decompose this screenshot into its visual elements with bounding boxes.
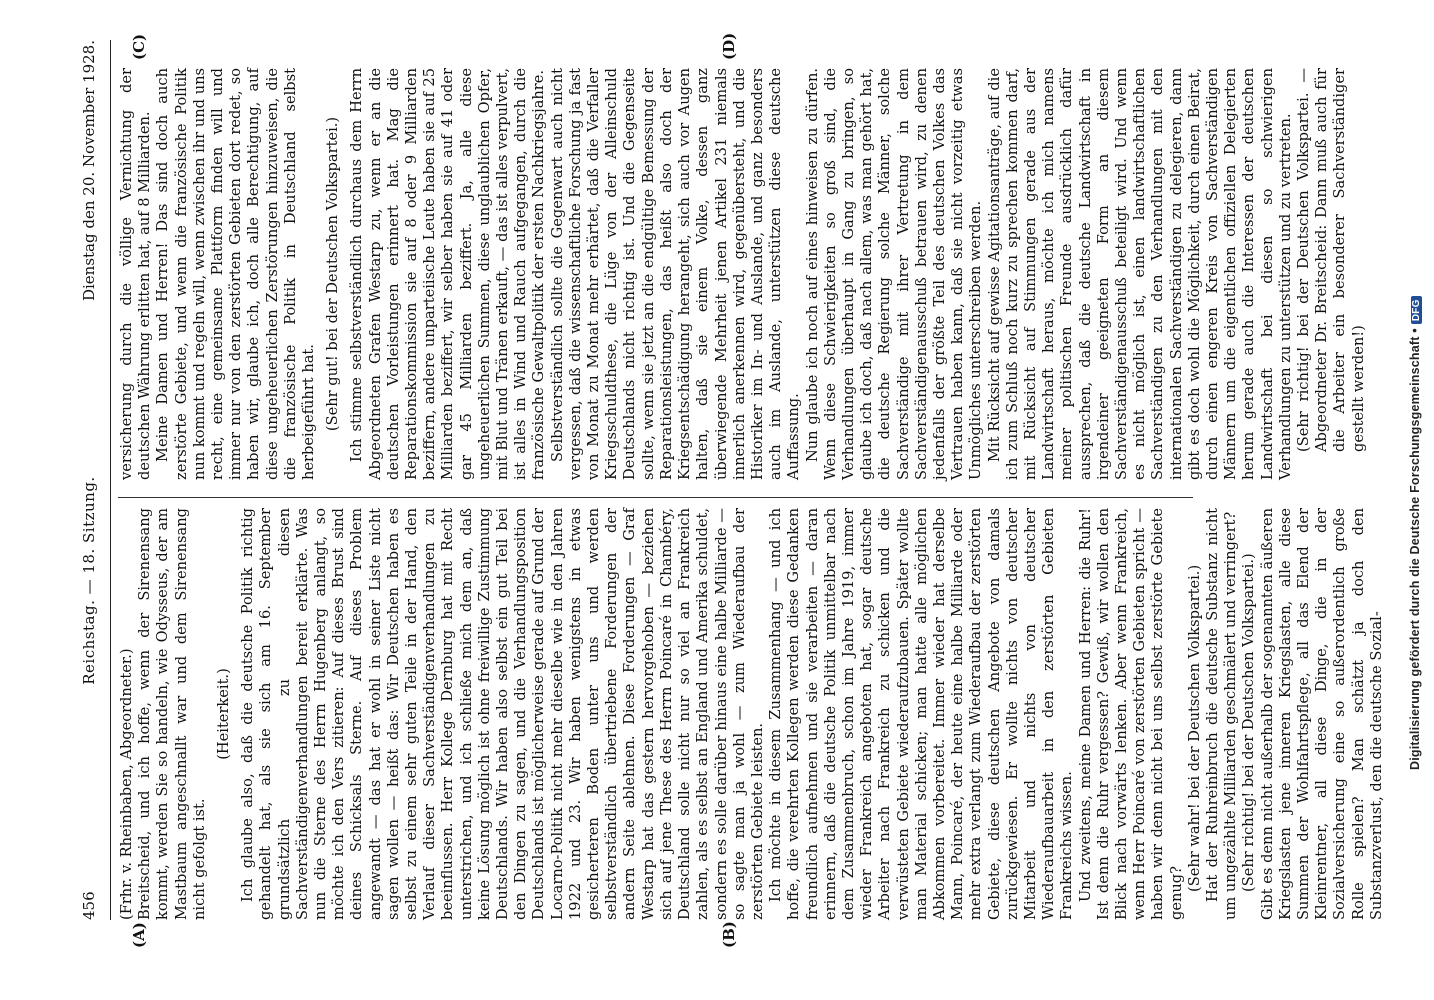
paragraph: Selbstverständlich sollte die Gegenwart auch nicht vergessen, daß die wissenschaftliche Forschung ja fast von Monat zu Monat mehr erhärtet, daß die Verfaller Kriegsschuldthese, die Lüge von der Alleinschuld Deutschlands nicht richtig ist. Und die Gegenseite sollte, wenn sie jetzt an die endgültige Bemessung der Reparationsleistungen, das heißt also doch der Kriegsentschädigung herangeht, sich auch vor Augen halten, daß sie einem Volke, dessen ganz überwiegende Mehrheit jenen Artikel 231 niemals innerlich anerkennen wird, gegenübersteht, und die Historiker im In- und Auslande, und ganz besonders auch im Auslande, unterstützen diese deutsche Auffassung. <box>548 68 803 480</box>
margin-letter-a: (A) <box>130 922 148 948</box>
margin-letter-b: (B) <box>720 921 738 948</box>
paragraph: Ich stimme selbstverständlich durchaus dem Herrn Abgeordneten Grafen Westarp zu, wenn er an die deutschen Vorleistungen erinnert hat. Mag die Reparationskommission sie auf 8 oder 9 Milliarden beziffern, andere unparteiische Leute haben sie auf 25 Milliarden beziffert, wir selber haben sie auf 41 oder gar 45 Milliarden beziffert. Ja, alle diese ungeheuerlichen Summen, diese unglaublichen Opfer, mit Blut und Tränen erkauft, — das ist alles verpulvert, ist alles in Wind und Rauch aufgegangen, durch die französische Gewaltpolitik der ersten Nachkriegsjahre. <box>348 68 548 480</box>
paragraph: Mit Rücksicht auf gewisse Agitationsanträge, auf die ich zum Schluß noch kurz zu sprechen kommen darf, mit Rücksicht auf Stimmungen gerade aus der Landwirtschaft heraus, möchte ich mich namens meiner politischen Freunde ausdrücklich dafür aussprechen, daß die deutsche Landwirtschaft in irgendeiner geeigneten Form an diesem Sachverständigenausschuß beteiligt wird. Und wenn es nicht möglich ist, einen landwirtschaftlichen Sachverständigen zu den Verhandlungen mit den internationalen Sachverständigen zu delegieren, dann gibt es doch wohl die Möglichkeit, durch einen Beirat, durch einen engeren Kreis von Sachverständigen Männern um die eigentlichen offiziellen Delegierten herum gerade auch die Interessen der deutschen Landwirtschaft bei diesen so schwierigen Verhandlungen zu unterstützen und zu vertreten. <box>985 68 1294 480</box>
paragraph: Ich möchte in diesem Zusammenhang — und ich hoffe, die verehrten Kollegen werden diese Gedanken freundlich aufnehmen und sie verarbeiten — daran erinnern, daß die deutsche Politik unmittelbar nach dem Zusammenbruch, schon im Jahre 1919, immer wieder Frankreich angeboten hat, sogar deutsche Arbeiter nach Frankreich zu schicken und die verwüsteten Gebiete wiederaufzubauen. Später wollte man Material schicken; man hatte alle möglichen Abkommen vorbereitet. Immer wieder hat derselbe Mann, Poincaré, der heute eine halbe Milliarde oder mehr extra verlangt zum Wiederaufbau der zerstörten Gebiete, diese deutschen Angebote von damals zurückgewiesen. Er wollte nichts von deutscher Mitarbeit und nichts von deutscher Wiederaufbauarbeit in den zerstörten Gebieten Frankreichs wissen. <box>767 508 1076 920</box>
margin-letter-c: (C) <box>130 33 148 60</box>
paragraph: Nun glaube ich noch auf eines hinweisen zu dürfen. Wenn diese Schwierigkeiten so groß sind, die Verhandlungen überhaupt in Gang zu bringen, so glaube ich doch, daß nach allem, was man gehört hat, die deutsche Regierung solche Männer, solche Sachverständige mit ihrer Vertretung in dem Sachverständigenausschuß betrauen wird, zu denen jedenfalls der größte Teil des deutschen Volkes das Vertrauen haben kann, daß sie nicht vorzeitig etwas Unmögliches unterschreiben werden. <box>803 68 985 480</box>
paragraph: versicherung durch die völlige Vernichtung der deutschen Währung erlitten hat, auf 8 Milliarden. <box>118 68 154 480</box>
paragraph: Meine Damen und Herren! Das sind doch auch zerstörte Gebiete, und wenn die französische Politik nun kommt und regeln will, wenn zwischen ihr und uns recht, eine gemeinsame Plattform finden will und immer nur von den zerstörten Gebieten dort redet, so haben wir, glaube ich, doch alle Berechtigung, auf diese ungeheuerlichen Zerstörungen hinzuweisen, die die französische Politik in Deutschland selbst herbeigeführt hat. <box>154 68 318 480</box>
paragraph: Und zweitens, meine Damen und Herren: die Ruhr! Ist denn die Ruhr vergessen? Gewiß, wir wollen den Blick nach vorwärts lenken. Aber wenn Frankreich, wenn Herr Poincaré von zerstörten Gebieten spricht — haben wir denn nicht bei uns selbst zerstörte Gebiete genug? <box>1076 508 1185 920</box>
paragraph: (Sehr gut! bei der Deutschen Volkspartei.) <box>324 116 342 432</box>
paragraph: Ich glaube also, daß die deutsche Politik richtig gehandelt hat, als sie sich am 16. September grundsätzlich zu diesen Sachverständigenverhandlungen bereit erklärte. Was nun die Sterne des Herrn Hugenberg anlangt, so möchte ich den Vers zitieren: Auf dieses Brust sind deines Schicksals Sterne. Auf dieses Problem angewandt — das hat er wohl in seiner Liste nicht sagen wollen — heißt das: Wir Deutschen haben es selbst zu einem sehr guten Teile in der Hand, den Verlauf dieser Sachverständigenverhandlungen zu beeinflussen. Herr Kollege Dernburg hat mit Recht unterstrichen, und ich schließe mich dem an, daß keine Lösung möglich ist ohne freiwillige Zustimmung Deutschlands. Wir haben also selbst ein gut Teil bei den Dingen zu sagen, und die Verhandlungsposition Deutschlands ist möglicherweise gerade auf Grund der Locarno-Politik nicht mehr dieselbe wie in den Jahren 1922 und 23. Wir haben wenigstens in etwas gesicherteren Boden unter uns und werden selbstverständlich übertriebene Forderungen der andern Seite ablehnen. Diese Forderungen — Graf Westarp hat das gestern hervorgehoben — beziehen sich auf jene These des Herrn Poincaré in Chambéry, Deutschland solle nicht nur so viel an Frankreich zahlen, als es selbst an England und Amerika schuldet, sondern es solle darüber hinaus eine halbe Milliarde — so sagte man ja wohl — zum Wiederaufbau der zerstörten Gebiete leisten. <box>239 508 766 920</box>
paragraph: (Frhr. v. Rheinbaben, Abgeordneter.) <box>118 648 135 920</box>
paragraph: Gibt es denn nicht außerhalb der sogenannten äußeren Kriegslasten jene inneren Kriegslasten, alle diese Summen der Wohlfahrtspflege, all das Elend der Kleinrentner, all diese Dinge, die in der Sozialversicherung eine so außerordentlich große Rolle spielen? Man schätzt ja doch den Substanzverlust, den die deutsche Sozial- <box>1258 508 1385 920</box>
running-title: Reichstag. — 18. Sitzung. <box>80 476 98 685</box>
column-left <box>118 508 1386 920</box>
column-divider <box>118 497 1193 498</box>
header-rule <box>110 40 111 920</box>
paragraph: Breitscheid, und ich hoffe, wenn der Sirenensang kommt, werden Sie so handeln, wie Odysseus, der am Mastbaum angeschnallt war und dem Sirenensang nicht gefolgt ist. <box>136 508 208 920</box>
paragraph: (Sehr wahr! bei der Deutschen Volkspartei.) <box>1185 564 1203 892</box>
dfg-logo: DFG <box>1411 296 1422 324</box>
credit-text: Digitalisierung gefördert durch die Deutsche Forschungsgemeinschaft • <box>1408 328 1422 770</box>
column-right <box>118 68 1368 480</box>
paragraph: (Sehr richtig! bei der Deutschen Volkspartei. — Abgeordneter Dr. Breitscheid: Dann muß auch für die Arbeiter ein besonderer Sachverständiger gestellt werden!) <box>1295 68 1367 452</box>
page-number: 456 <box>80 891 98 920</box>
digitization-credit <box>1408 230 1422 770</box>
paragraph: (Heiterkeit.) <box>215 668 233 760</box>
paragraph: (Sehr richtig! bei der Deutschen Volkspartei.) <box>1240 553 1258 892</box>
session-date: Dienstag den 20. November 1928. <box>80 40 98 302</box>
page-header <box>80 40 106 920</box>
margin-letter-d: (D) <box>720 32 738 60</box>
paragraph: Hat der Ruhreinbruch die deutsche Substanz nicht um ungezählte Milliarden geschmälert und verringert? <box>1203 508 1240 920</box>
